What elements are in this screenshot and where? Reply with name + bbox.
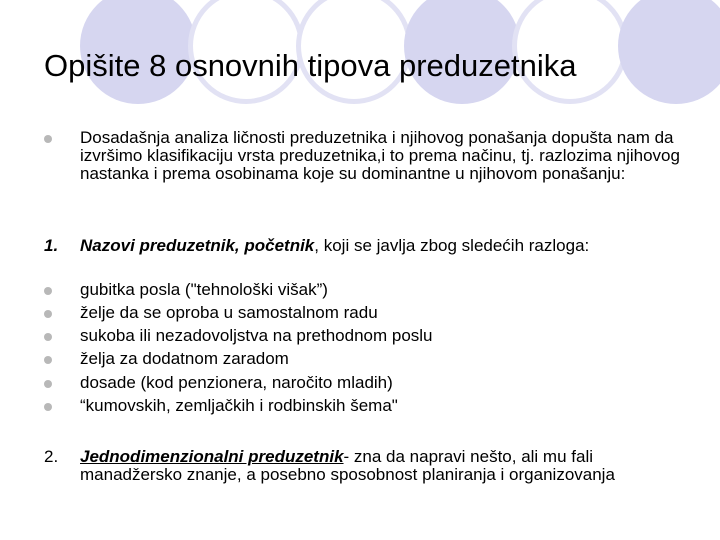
reason-item bbox=[44, 350, 684, 368]
reason-text: želje da se oproba u samostalnom radu bbox=[80, 303, 378, 322]
intro-text: Dosadašnja analiza ličnosti preduzetnika i njihovog ponašanja dopušta nam da izvršimo klasifikaciju vrsta preduzetnika,i to prema načinu, tj. razlozima njihovog nastanka i prema osobinama koje su dominantne u njihovom ponašanju: bbox=[80, 128, 680, 183]
reason-item bbox=[44, 397, 684, 415]
reason-item bbox=[44, 304, 684, 322]
bullet-marker bbox=[44, 304, 52, 322]
reason-text: “kumovskih, zemljačkih i rodbinskih šema" bbox=[80, 396, 398, 415]
type-2-item bbox=[44, 448, 684, 484]
slide-title: Opišite 8 osnovnih tipova preduzetnika bbox=[44, 48, 577, 83]
reason-item bbox=[44, 327, 684, 345]
bullet-marker bbox=[44, 350, 52, 368]
bullet-marker bbox=[44, 374, 52, 392]
reason-item bbox=[44, 374, 684, 392]
type-2-description: - zna da napravi nešto, ali mu fali manadžersko znanje, a posebno sposobnost planiranja i organizovanja bbox=[80, 447, 615, 484]
type-1-name: Nazovi preduzetnik, početnik bbox=[80, 236, 315, 255]
type-2-name: Jednodimenzionalni preduzetnik bbox=[80, 447, 344, 466]
bullet-marker bbox=[44, 397, 52, 415]
type-1-description: , koji se javlja zbog sledećih razloga: bbox=[314, 236, 590, 255]
reason-text: dosade (kod penzionera, naročito mladih) bbox=[80, 373, 393, 392]
bullet-marker bbox=[44, 327, 52, 345]
reason-item bbox=[44, 281, 684, 299]
intro-item bbox=[44, 129, 684, 183]
reason-text: želja za dodatnom zaradom bbox=[80, 349, 289, 368]
bullet-marker bbox=[44, 129, 52, 147]
reason-text: gubitka posla ("tehnološki višak”) bbox=[80, 280, 328, 299]
type-1-item bbox=[44, 237, 684, 255]
reason-text: sukoba ili nezadovoljstva na prethodnom poslu bbox=[80, 326, 433, 345]
type-2-number: 2. bbox=[44, 447, 59, 466]
type-1-number: 1. bbox=[44, 236, 59, 255]
type-2-text bbox=[80, 448, 684, 484]
type-1-text bbox=[80, 237, 684, 255]
decor-circle bbox=[618, 0, 720, 104]
bullet-marker bbox=[44, 281, 52, 299]
